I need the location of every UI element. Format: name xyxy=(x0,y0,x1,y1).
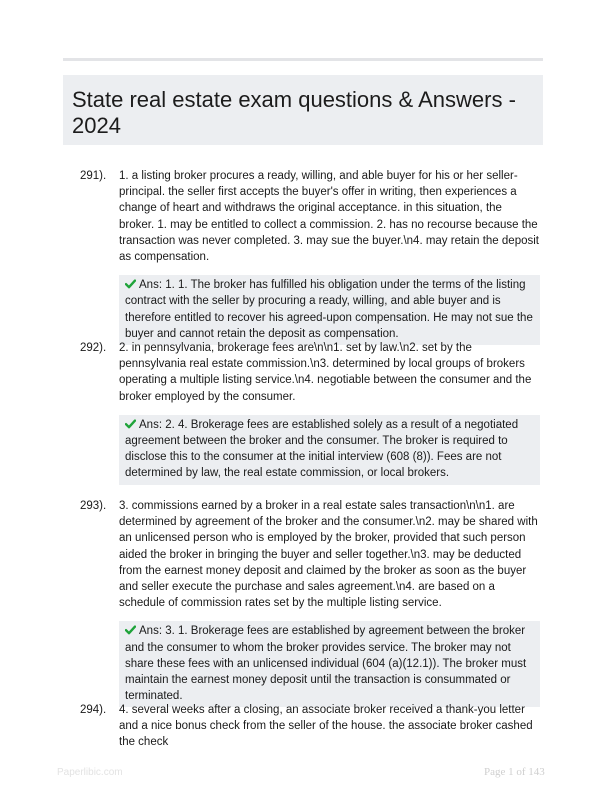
question-number: 291). xyxy=(80,170,107,182)
title-banner xyxy=(63,75,543,145)
answer-text: Ans: 1. 1. The broker has fulfilled his obligation under the terms of the listing contract with the seller by procuring a ready, willing, and able buyer and is therefore entitled to recover his agreed-upon compensation. He may not sue the buyer and cannot retain the deposit as compensation. xyxy=(125,279,533,340)
answer-text: Ans: 3. 1. Brokerage fees are established by agreement between the broker and the consumer to whom the broker provides service. The broker may not share these fees with an unlicensed individual (604 (a)(12.1)). The broker must maintain the earnest money deposit until the transaction is consummated or terminated. xyxy=(125,625,527,703)
question-text: 2. in pennsylvania, brokerage fees are\n\n1. set by law.\n2. set by the pennsylvania real estate commission.\n3. determined by local groups of brokers operating a multiple listing service.\n4. negotiable between the consumer and the broker employed by the consumer. xyxy=(119,342,532,403)
question-block xyxy=(80,340,540,485)
page-title: State real estate exam questions & Answers - 2024 xyxy=(72,87,516,138)
checkmark-icon xyxy=(125,625,136,635)
question-block xyxy=(80,702,540,751)
question-block xyxy=(80,168,540,345)
question-number: 293). xyxy=(80,500,107,512)
question-text: 1. a listing broker procures a ready, willing, and able buyer for his or her seller-principal. the seller first accepts the buyer's offer in writing, then experiences a change of heart and withdraws the original acceptance. in this situation, the broker. 1. may be entitled to collect a commission. 2. has no recourse because the transaction was never completed. 3. may sue the buyer.\n4. may retain the deposit as compensation. xyxy=(119,170,539,264)
top-divider xyxy=(63,58,543,61)
question-number: 294). xyxy=(80,704,107,716)
question-text: 3. commissions earned by a broker in a real estate sales transaction\n\n1. are determined by agreement of the broker and the consumer.\n2. may be shared with an unlicensed person who is employed by the broker, provided that such person aided the broker in bringing the buyer and seller together.\n3. may be deducted from the earnest money deposit and claimed by the broker as soon as the buyer and seller execute the purchase and sales agreement.\n4. are based on a schedule of commission rates set by the multiple listing service. xyxy=(119,500,538,610)
question-block xyxy=(80,498,540,707)
footer-site: Paperlibic.com xyxy=(57,767,123,778)
checkmark-icon xyxy=(125,279,136,289)
checkmark-icon xyxy=(125,419,136,429)
answer-box xyxy=(119,621,540,707)
question-text: 4. several weeks after a closing, an associate broker received a thank-you letter and a nice bonus check from the seller of the house. the associate broker cashed the check xyxy=(119,704,533,749)
answer-box xyxy=(119,415,540,485)
answer-box xyxy=(119,275,540,345)
answer-text: Ans: 2. 4. Brokerage fees are established solely as a result of a negotiated agreement between the broker and the consumer. The broker is required to disclose this to the consumer at the initial interview (608 (8)). Fees are not determined by law, the real estate commission, or local brokers. xyxy=(125,418,519,480)
page-number: Page 1 of 143 xyxy=(484,766,545,778)
question-number: 292). xyxy=(80,342,107,354)
